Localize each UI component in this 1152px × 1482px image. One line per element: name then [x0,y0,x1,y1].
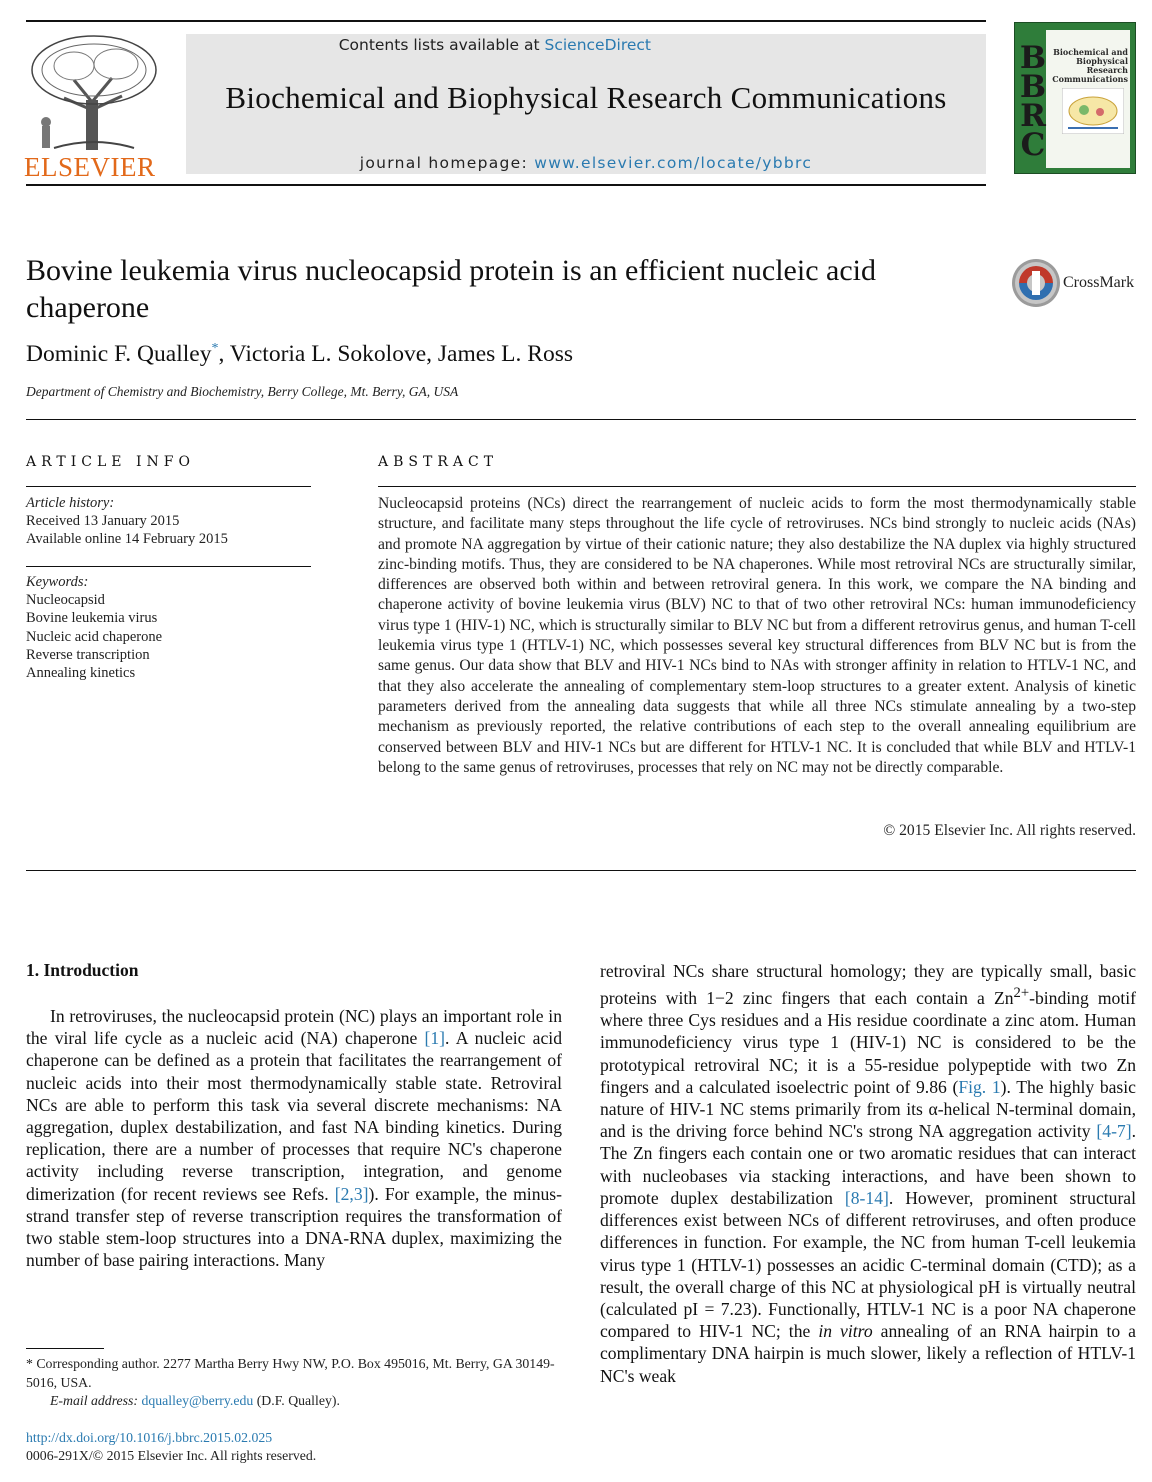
intro-paragraph-continued [600,960,1136,1387]
cover-letter: R [1020,98,1046,134]
received-date: Received 13 January 2015 [26,513,180,530]
keyword: Bovine leukemia virus [26,610,158,627]
keyword: Nucleic acid chaperone [26,628,163,645]
citation-link[interactable]: [2,3] [334,1183,369,1204]
keyword: Nucleocapsid [26,592,105,609]
keywords-rule [26,566,311,567]
cover-letters [1018,40,1048,163]
publisher-wordmark[interactable]: ELSEVIER [24,152,156,182]
author-name[interactable]: James L. Ross [437,341,573,367]
body-text: . A nucleic acid chaperone can be defined as a protein that facilitates the rearrangement of nucleic acids into their most thermodynamically stable state. Retroviral NCs are able to perform this task via several discrete mechanisms: NA aggregation, duplex destabilization, and fast NA binding kinetics. During replication, there are a number of processes that require NC's chaperone activity including reverse transcription, integration, and genome dimerization (for recent reviews see Refs. [26,1028,562,1204]
cover-letter: B [1019,69,1047,105]
email-label: E-mail address: [50,1393,142,1408]
author-name[interactable]: Victoria L. Sokolove [229,341,427,367]
body-text: . The Zn fingers each contain one or two aromatic residues that can interact with nucleobases via stacking interactions, and have been shown to promote duplex destabilization [600,1121,1136,1208]
body-text: annealing of an RNA hairpin to a complimentary DNA hairpin is much slower, likely a reflection of HTLV-1 NC's weak [600,1321,1136,1386]
body-text: -binding motif where three Cys residues and a His residue coordinate a zinc atom. Human immunodeficiency virus type 1 (HIV-1) NC is considered to be the prototypical retroviral NC; it is a 55-residue polypeptide with two Zn fingers and a calculated isoelectric point of 9.86 ( [600,988,1136,1097]
figure-link[interactable]: Fig. 1 [958,1076,1001,1097]
body-text: In retroviruses, the nucleocapsid protein (NC) plays an important role in the viral life cycle as a nucleic acid (NA) chaperone [26,1006,562,1049]
sciencedirect-link[interactable]: ScienceDirect [544,36,651,54]
homepage-link[interactable]: www.elsevier.com/locate/ybbrc [534,154,813,172]
abstract-bottom-rule [26,870,1136,871]
abstract-copyright: © 2015 Elsevier Inc. All rights reserved. [883,822,1136,839]
article-title: Bovine leukemia virus nucleocapsid protein is an efficient nucleic acid chaperone [26,254,876,324]
intro-paragraph [26,1005,562,1271]
contents-prefix: Contents lists available at [338,36,545,54]
title-rule [26,419,1136,420]
section-heading: 1. Introduction [26,960,139,980]
corresponding-author-note: * Corresponding author. 2277 Martha Berry Hwy NW, P.O. Box 495016, Mt. Berry, GA 30149-5016, USA. [26,1356,555,1390]
doi-link[interactable]: http://dx.doi.org/10.1016/j.bbrc.2015.02.025 [26,1430,273,1445]
body-text: ). The highly basic nature of HIV-1 NC stems primarily from its α-helical N-terminal domain, and is the driving force behind NC's strong NA aggregation activity [600,1076,1136,1142]
article-history [26,494,311,549]
citation-link[interactable]: [1] [424,1028,446,1049]
homepage-label: journal homepage: [359,154,535,172]
keyword: Annealing kinetics [26,665,136,682]
email-suffix: (D.F. Qualley). [253,1393,340,1408]
cover-illustration-icon [1062,88,1124,134]
footnote-rule [26,1348,104,1349]
abstract-heading: ABSTRACT [378,454,499,470]
corresponding-mark[interactable]: * [211,341,219,357]
body-column-left [26,1005,562,1271]
abstract-rule [378,486,1136,487]
article-info-rule [26,486,311,487]
article-info-heading: ARTICLE INFO [26,454,195,470]
email-link[interactable]: dqualley@berry.edu [141,1393,254,1408]
author-separator: , [426,341,438,367]
journal-title: Biochemical and Biophysical Research Communications [225,80,947,115]
affiliation: Department of Chemistry and Biochemistry, Berry College, Mt. Berry, GA, USA [26,384,459,399]
citation-link[interactable]: [8-14] [844,1187,889,1208]
cover-title: Biochemical and Biophysical Research Communications [1052,47,1128,84]
body-text: ). For example, the minus-strand transfer step of reverse transcription requires the transformation of two stable stem-loop structures into a DNA-RNA duplex, maximizing the number of base pairing interactions. Many [26,1183,562,1271]
crossmark-label[interactable]: CrossMark [1063,274,1135,291]
available-date: Available online 14 February 2015 [26,531,228,548]
body-text: . However, prominent structural differences exist between NCs of different retroviruses, and often produce differences in function. For example, the NC from human T-cell leukemia virus type 1 (HTLV-1) possesses an acidic C-terminal domain (CTD); as a result, the overall charge of this NC at physiological pH is virtually neutral (calculated pI = 7.23). Functionally, HTLV-1 NC is a poor NA chaperone compared to HIV-1 NC; the [600,1187,1136,1342]
top-rule [26,20,986,22]
author-separator: , [218,341,230,367]
emphasis-text: in vitro [818,1321,873,1342]
abstract-text: Nucleocapsid proteins (NCs) direct the rearrangement of nucleic acids to form the most thermodynamically stable structure, and facilitate many steps throughout the life cycle of retroviruses. NCs bind strongly to nucleic acids (NAs) and promote NA aggregation by virtue of their cationic nature; they also destabilize the NA duplex via highly structured zinc-binding motifs. Thus, they are considered to be NA chaperones. While most retroviral NCs are structurally similar, differences are observed both within and between retroviral genera. In this work, we compare the NA binding and chaperone activity of bovine leukemia virus (BLV) NC to that of two other retroviral NCs: human immunodeficiency virus type 1 (HIV-1) NC, which is structurally similar to BLV NC but from a different retrovirus genus, and human T-cell leukemia virus type 1 (HTLV-1) NC, which possesses several key structural differences from BLV NC but is from the same genus. Our data show that BLV and HIV-1 NCs bind to NAs with stronger affinity in relation to HTLV-1 NC, and that they also accelerate the annealing of complementary stem-loop structures to a greater extent. Analysis of kinetic parameters derived from the annealing data suggests that while all three NCs stimulate annealing by a two-step mechanism as previously reported, the relative contributions of each step to the overall annealing equilibrium are conserved between BLV and HIV-1 NCs but are different for HTLV-1 NC. It is concluded that while BLV and HTLV-1 belong to the same genus of retroviruses, processes that rely on NC may not be directly comparable. [378,495,1136,776]
body-column-right [600,960,1136,1387]
history-label: Article history: [26,495,115,511]
email-line [26,1392,562,1411]
cover-letter: C [1020,127,1046,163]
footnote [26,1355,562,1411]
issn-line: 0006-291X/© 2015 Elsevier Inc. All rights reserved. [26,1448,317,1463]
author-list [26,341,573,368]
cover-letter: B [1019,40,1047,76]
journal-homepage [186,154,986,172]
superscript: 2+ [1013,985,1030,1002]
masthead-rule [26,184,986,186]
keywords-label: Keywords: [26,574,89,590]
author-name[interactable]: Dominic F. Qualley [26,341,212,367]
contents-line [186,36,651,54]
keyword: Reverse transcription [26,646,150,663]
body-text: retroviral NCs share structural homology; they are typically small, basic proteins with 1−2 zinc fingers that each contain a Zn [600,961,1136,1009]
keywords [26,573,311,682]
citation-link[interactable]: [4-7] [1096,1121,1132,1142]
